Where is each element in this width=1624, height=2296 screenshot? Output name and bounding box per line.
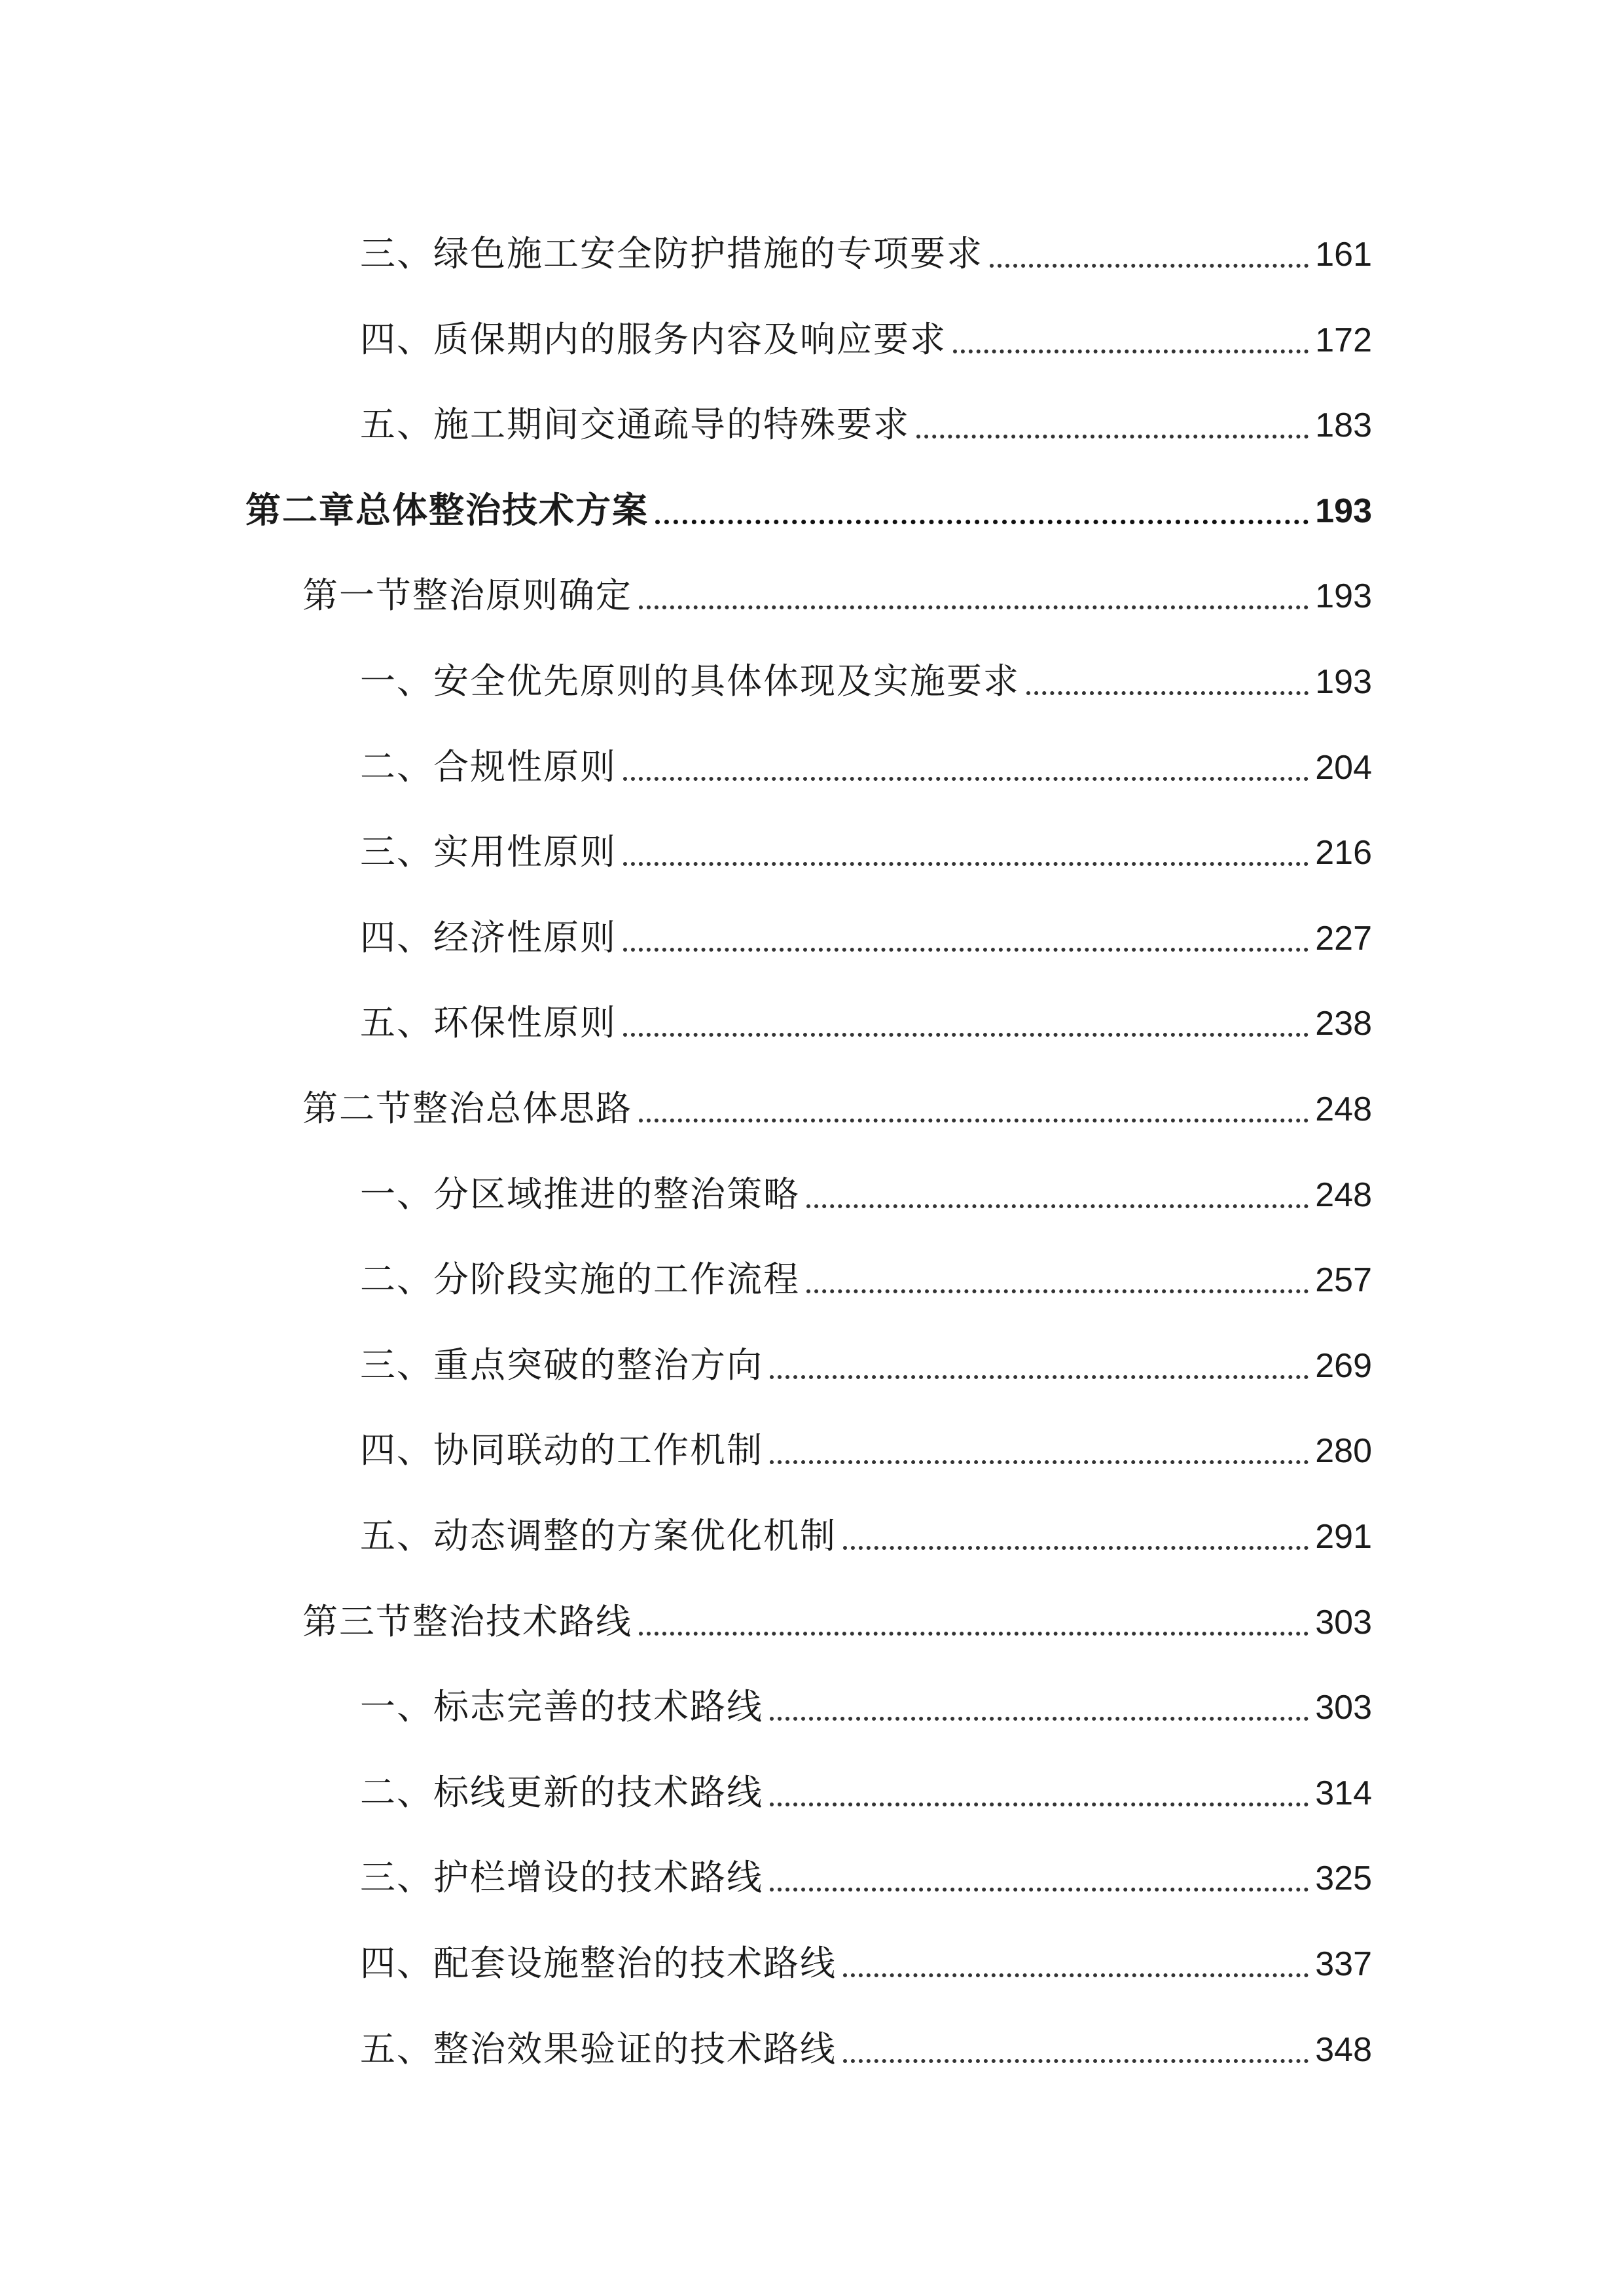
toc-dot-leader	[953, 322, 1308, 357]
toc-entry-page-number: 248	[1315, 1175, 1372, 1214]
toc-entry[interactable]	[302, 1061, 1372, 1129]
toc-dot-leader	[806, 1177, 1308, 1212]
toc-entry-page-number: 303	[1315, 1689, 1372, 1727]
toc-entry-page-number: 314	[1315, 1774, 1372, 1812]
toc-entry-page-number: 325	[1315, 1859, 1372, 1898]
toc-entry-page-number: 183	[1315, 406, 1372, 445]
toc-entry-title: 二、分阶段实施的工作流程	[360, 1259, 800, 1300]
toc-entry[interactable]	[360, 1232, 1372, 1300]
toc-entry-page-number: 280	[1315, 1432, 1372, 1471]
toc-entry[interactable]	[360, 1745, 1372, 1813]
toc-entry-title: 四、经济性原则	[360, 916, 617, 958]
toc-entry-page-number: 337	[1315, 1945, 1372, 1983]
toc-entry[interactable]	[360, 1830, 1372, 1899]
toc-entry-title: 五、环保性原则	[360, 1002, 617, 1044]
toc-entry-title: 一、分区域推进的整治策略	[360, 1173, 800, 1215]
toc-entry[interactable]	[245, 463, 1372, 531]
toc-dot-leader	[843, 2032, 1308, 2067]
toc-entry-title: 二、标线更新的技术路线	[360, 1771, 763, 1813]
toc-entry[interactable]	[302, 548, 1372, 617]
toc-entry-title: 第一节整治原则确定	[302, 575, 632, 617]
toc-dot-leader	[770, 1348, 1308, 1383]
toc-entry-title: 二、合规性原则	[360, 745, 617, 787]
toc-dot-leader	[639, 1604, 1308, 1640]
toc-dot-leader	[990, 236, 1308, 272]
toc-entry[interactable]	[360, 292, 1372, 360]
toc-dot-leader	[623, 1005, 1308, 1041]
toc-entry-page-number: 238	[1315, 1005, 1372, 1043]
toc-dot-leader	[639, 1091, 1308, 1126]
toc-dot-leader	[623, 834, 1308, 870]
toc-dot-leader	[770, 1433, 1308, 1468]
toc-dot-leader	[806, 1262, 1308, 1297]
toc-entry[interactable]	[360, 1147, 1372, 1215]
toc-dot-leader	[623, 749, 1308, 785]
toc-entry[interactable]	[360, 206, 1372, 272]
toc-entry-page-number: 172	[1315, 321, 1372, 359]
toc-entry-title: 四、协同联动的工作机制	[360, 1429, 763, 1471]
toc-entry-title: 五、整治效果验证的技术路线	[360, 2028, 837, 2070]
toc-entry-title: 五、动态调整的方案优化机制	[360, 1515, 837, 1556]
toc-entry-page-number: 193	[1315, 492, 1372, 530]
toc-entry-title: 一、标志完善的技术路线	[360, 1686, 763, 1728]
toc-dot-leader	[639, 578, 1308, 613]
toc-entry-page-number: 303	[1315, 1603, 1372, 1641]
toc-entry-title: 三、绿色施工安全防护措施的专项要求	[360, 233, 983, 274]
toc-entry-title: 第二章总体整治技术方案	[245, 489, 649, 531]
toc-entry[interactable]	[360, 1488, 1372, 1554]
toc-entry-page-number: 193	[1315, 663, 1372, 701]
toc-dot-leader	[623, 920, 1308, 956]
toc-entry[interactable]	[360, 634, 1372, 702]
toc-entry-title: 三、重点突破的整治方向	[360, 1344, 763, 1386]
toc-dot-leader	[916, 407, 1308, 442]
toc-dot-leader	[770, 1689, 1308, 1725]
toc-entry-page-number: 269	[1315, 1346, 1372, 1385]
toc-entry[interactable]	[360, 1403, 1372, 1471]
toc-dot-leader	[770, 1775, 1308, 1810]
toc-entry[interactable]	[360, 377, 1372, 446]
toc-entry-title: 第二节整治总体思路	[302, 1088, 632, 1129]
toc-entry[interactable]	[360, 1916, 1372, 1984]
toc-entry-page-number: 204	[1315, 748, 1372, 787]
toc-dot-leader	[655, 493, 1308, 528]
toc-entry[interactable]	[360, 804, 1372, 873]
toc-entry-page-number: 193	[1315, 577, 1372, 616]
toc-entry-title: 第三节整治技术路线	[302, 1600, 632, 1642]
toc-dot-leader	[1026, 664, 1308, 699]
toc-entry-title: 五、施工期间交通疏导的特殊要求	[360, 404, 910, 446]
toc-entry[interactable]	[360, 719, 1372, 785]
toc-entry[interactable]	[360, 975, 1372, 1044]
toc-entry-page-number: 227	[1315, 919, 1372, 958]
toc-entry[interactable]	[360, 890, 1372, 956]
toc-entry-page-number: 248	[1315, 1090, 1372, 1128]
toc-entry-page-number: 257	[1315, 1261, 1372, 1300]
toc-dot-leader	[843, 1946, 1308, 1981]
toc-entry-page-number: 161	[1315, 236, 1372, 274]
toc-entry-title: 四、配套设施整治的技术路线	[360, 1943, 837, 1984]
toc-dot-leader	[843, 1518, 1308, 1554]
toc-entry-page-number: 216	[1315, 834, 1372, 872]
toc-entry-page-number: 291	[1315, 1518, 1372, 1556]
toc-entry[interactable]	[360, 1659, 1372, 1728]
toc-entry-title: 一、安全优先原则的具体体现及实施要求	[360, 660, 1020, 702]
toc-dot-leader	[770, 1860, 1308, 1895]
toc-entry-title: 三、实用性原则	[360, 831, 617, 873]
toc-entry[interactable]	[302, 1574, 1372, 1640]
toc-entry-page-number: 348	[1315, 2030, 1372, 2069]
toc-entry-title: 三、护栏增设的技术路线	[360, 1857, 763, 1899]
toc-entry[interactable]	[360, 1318, 1372, 1386]
toc-entry-title: 四、质保期内的服务内容及响应要求	[360, 318, 947, 360]
toc-entry[interactable]	[360, 2001, 1372, 2070]
